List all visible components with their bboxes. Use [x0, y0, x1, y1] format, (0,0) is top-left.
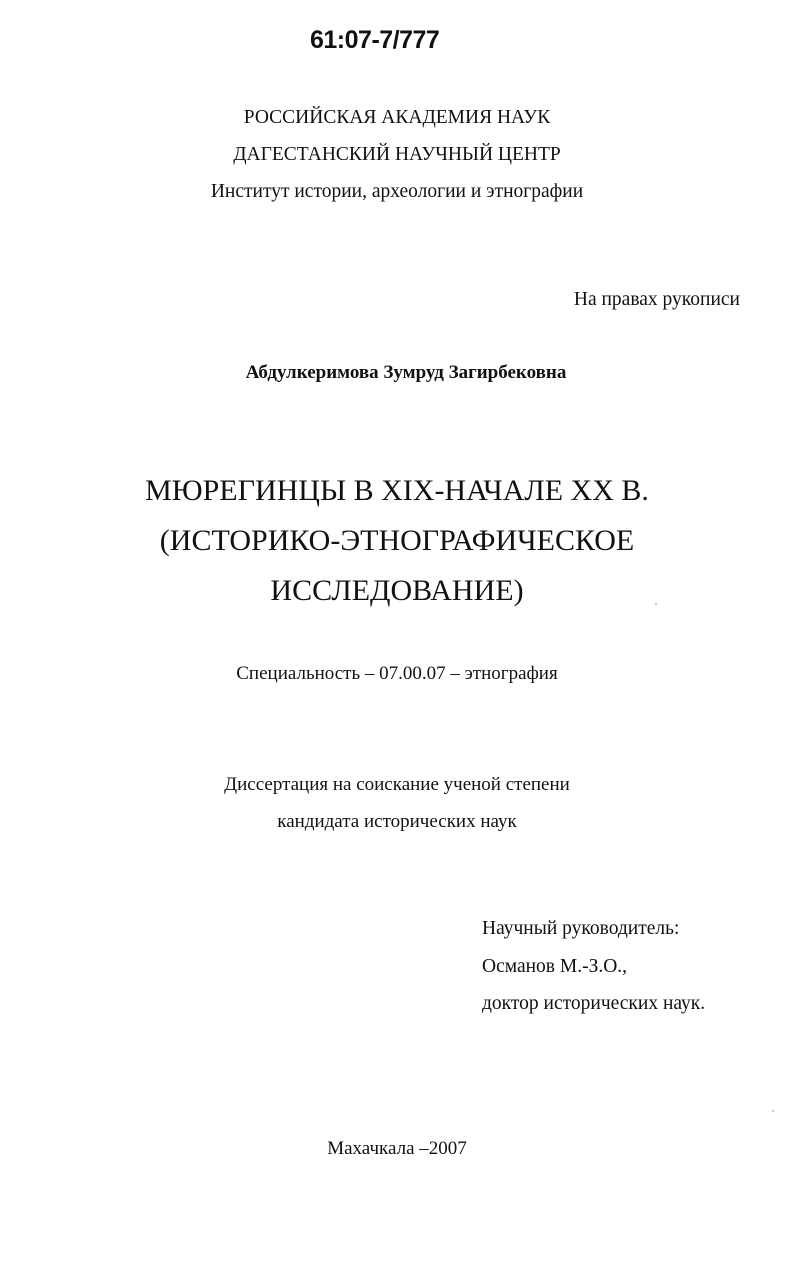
supervisor-name: Османов М.-З.О., — [482, 956, 628, 977]
scan-speck — [772, 1110, 774, 1112]
archive-stamp-number: 61:07-7/777 — [310, 26, 440, 54]
research-center-name: ДАГЕСТАНСКИЙ НАУЧНЫЙ ЦЕНТР — [233, 144, 561, 165]
scan-speck — [655, 603, 657, 605]
degree-line-1: Диссертация на соискание ученой степени — [224, 774, 570, 795]
title-line-2: (ИСТОРИКО-ЭТНОГРАФИЧЕСКОЕ — [159, 524, 635, 557]
supervisor-degree: доктор исторических наук. — [482, 993, 706, 1014]
supervisor-label: Научный руководитель: — [482, 918, 680, 939]
specialty-line: Специальность – 07.00.07 – этнография — [236, 663, 558, 684]
title-line-1: МЮРЕГИНЦЫ В XIX-НАЧАЛЕ XX В. — [145, 474, 649, 507]
academy-name: РОССИЙСКАЯ АКАДЕМИЯ НАУК — [243, 107, 551, 128]
place-and-year: Махачкала –2007 — [327, 1138, 467, 1159]
degree-line-2: кандидата исторических наук — [277, 811, 517, 832]
institute-name: Институт истории, археологии и этнографии — [210, 181, 584, 202]
author-name: Абдулкеримова Зумруд Загирбековна — [245, 362, 567, 383]
title-line-3: ИССЛЕДОВАНИЕ) — [270, 574, 524, 607]
manuscript-rights-note: На правах рукописи — [573, 289, 740, 310]
